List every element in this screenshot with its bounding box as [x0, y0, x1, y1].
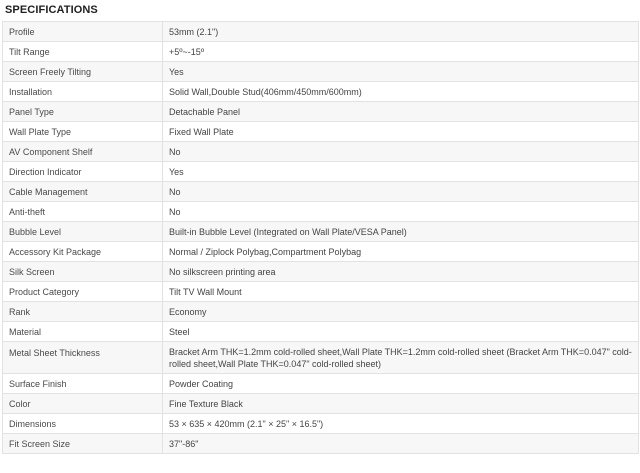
spec-row-accessory-kit-package [3, 242, 639, 262]
spec-row-av-component-shelf [3, 142, 639, 162]
spec-row-material [3, 322, 639, 342]
spec-row-metal-sheet-thickness [3, 342, 639, 374]
spec-row-screen-freely-tilting [3, 62, 639, 82]
spec-value: Fixed Wall Plate [163, 122, 639, 142]
spec-row-anti-theft [3, 202, 639, 222]
spec-value: Yes [163, 162, 639, 182]
spec-label: Surface Finish [3, 374, 163, 394]
spec-value: Yes [163, 62, 639, 82]
spec-label: Dimensions [3, 414, 163, 434]
spec-label: Fit Screen Size [3, 434, 163, 454]
spec-row-panel-type [3, 102, 639, 122]
spec-value: Powder Coating [163, 374, 639, 394]
specifications-table [2, 21, 639, 454]
spec-value: Bracket Arm THK=1.2mm cold-rolled sheet,Wall Plate THK=1.2mm cold-rolled sheet (Bracket Arm THK=0.047" cold-rolled sheet,Wall Plate THK=0.047" cold-rolled sheet) [163, 342, 639, 374]
spec-label: Tilt Range [3, 42, 163, 62]
spec-label: Accessory Kit Package [3, 242, 163, 262]
spec-label: Wall Plate Type [3, 122, 163, 142]
spec-row-profile [3, 22, 639, 42]
spec-row-wall-plate-type [3, 122, 639, 142]
specifications-heading: SPECIFICATIONS [5, 4, 98, 16]
spec-label: Screen Freely Tilting [3, 62, 163, 82]
spec-value: Tilt TV Wall Mount [163, 282, 639, 302]
spec-value: 53mm (2.1") [163, 22, 639, 42]
spec-value: Steel [163, 322, 639, 342]
spec-label: AV Component Shelf [3, 142, 163, 162]
spec-value: Fine Texture Black [163, 394, 639, 414]
spec-row-dimensions [3, 414, 639, 434]
spec-label: Bubble Level [3, 222, 163, 242]
spec-value: No [163, 142, 639, 162]
spec-row-product-category [3, 282, 639, 302]
spec-label: Color [3, 394, 163, 414]
spec-row-surface-finish [3, 374, 639, 394]
spec-row-direction-indicator [3, 162, 639, 182]
spec-label: Material [3, 322, 163, 342]
spec-row-color [3, 394, 639, 414]
spec-row-cable-management [3, 182, 639, 202]
spec-row-rank [3, 302, 639, 322]
spec-label: Panel Type [3, 102, 163, 122]
spec-value: 53 × 635 × 420mm (2.1" × 25" × 16.5") [163, 414, 639, 434]
spec-row-fit-screen-size [3, 434, 639, 454]
spec-label: Silk Screen [3, 262, 163, 282]
spec-value: No silkscreen printing area [163, 262, 639, 282]
spec-value: No [163, 182, 639, 202]
spec-row-bubble-level [3, 222, 639, 242]
spec-value: Normal / Ziplock Polybag,Compartment Polybag [163, 242, 639, 262]
spec-label: Rank [3, 302, 163, 322]
spec-row-installation [3, 82, 639, 102]
spec-label: Product Category [3, 282, 163, 302]
spec-value: +5º~-15º [163, 42, 639, 62]
spec-value: Built-in Bubble Level (Integrated on Wall Plate/VESA Panel) [163, 222, 639, 242]
spec-value: Solid Wall,Double Stud(406mm/450mm/600mm) [163, 82, 639, 102]
spec-label: Profile [3, 22, 163, 42]
spec-row-tilt-range [3, 42, 639, 62]
spec-label: Installation [3, 82, 163, 102]
spec-label: Direction Indicator [3, 162, 163, 182]
spec-value: Detachable Panel [163, 102, 639, 122]
spec-label: Metal Sheet Thickness [3, 342, 163, 374]
spec-value: 37"-86" [163, 434, 639, 454]
spec-row-silk-screen [3, 262, 639, 282]
spec-label: Anti-theft [3, 202, 163, 222]
spec-value: No [163, 202, 639, 222]
spec-label: Cable Management [3, 182, 163, 202]
spec-value: Economy [163, 302, 639, 322]
